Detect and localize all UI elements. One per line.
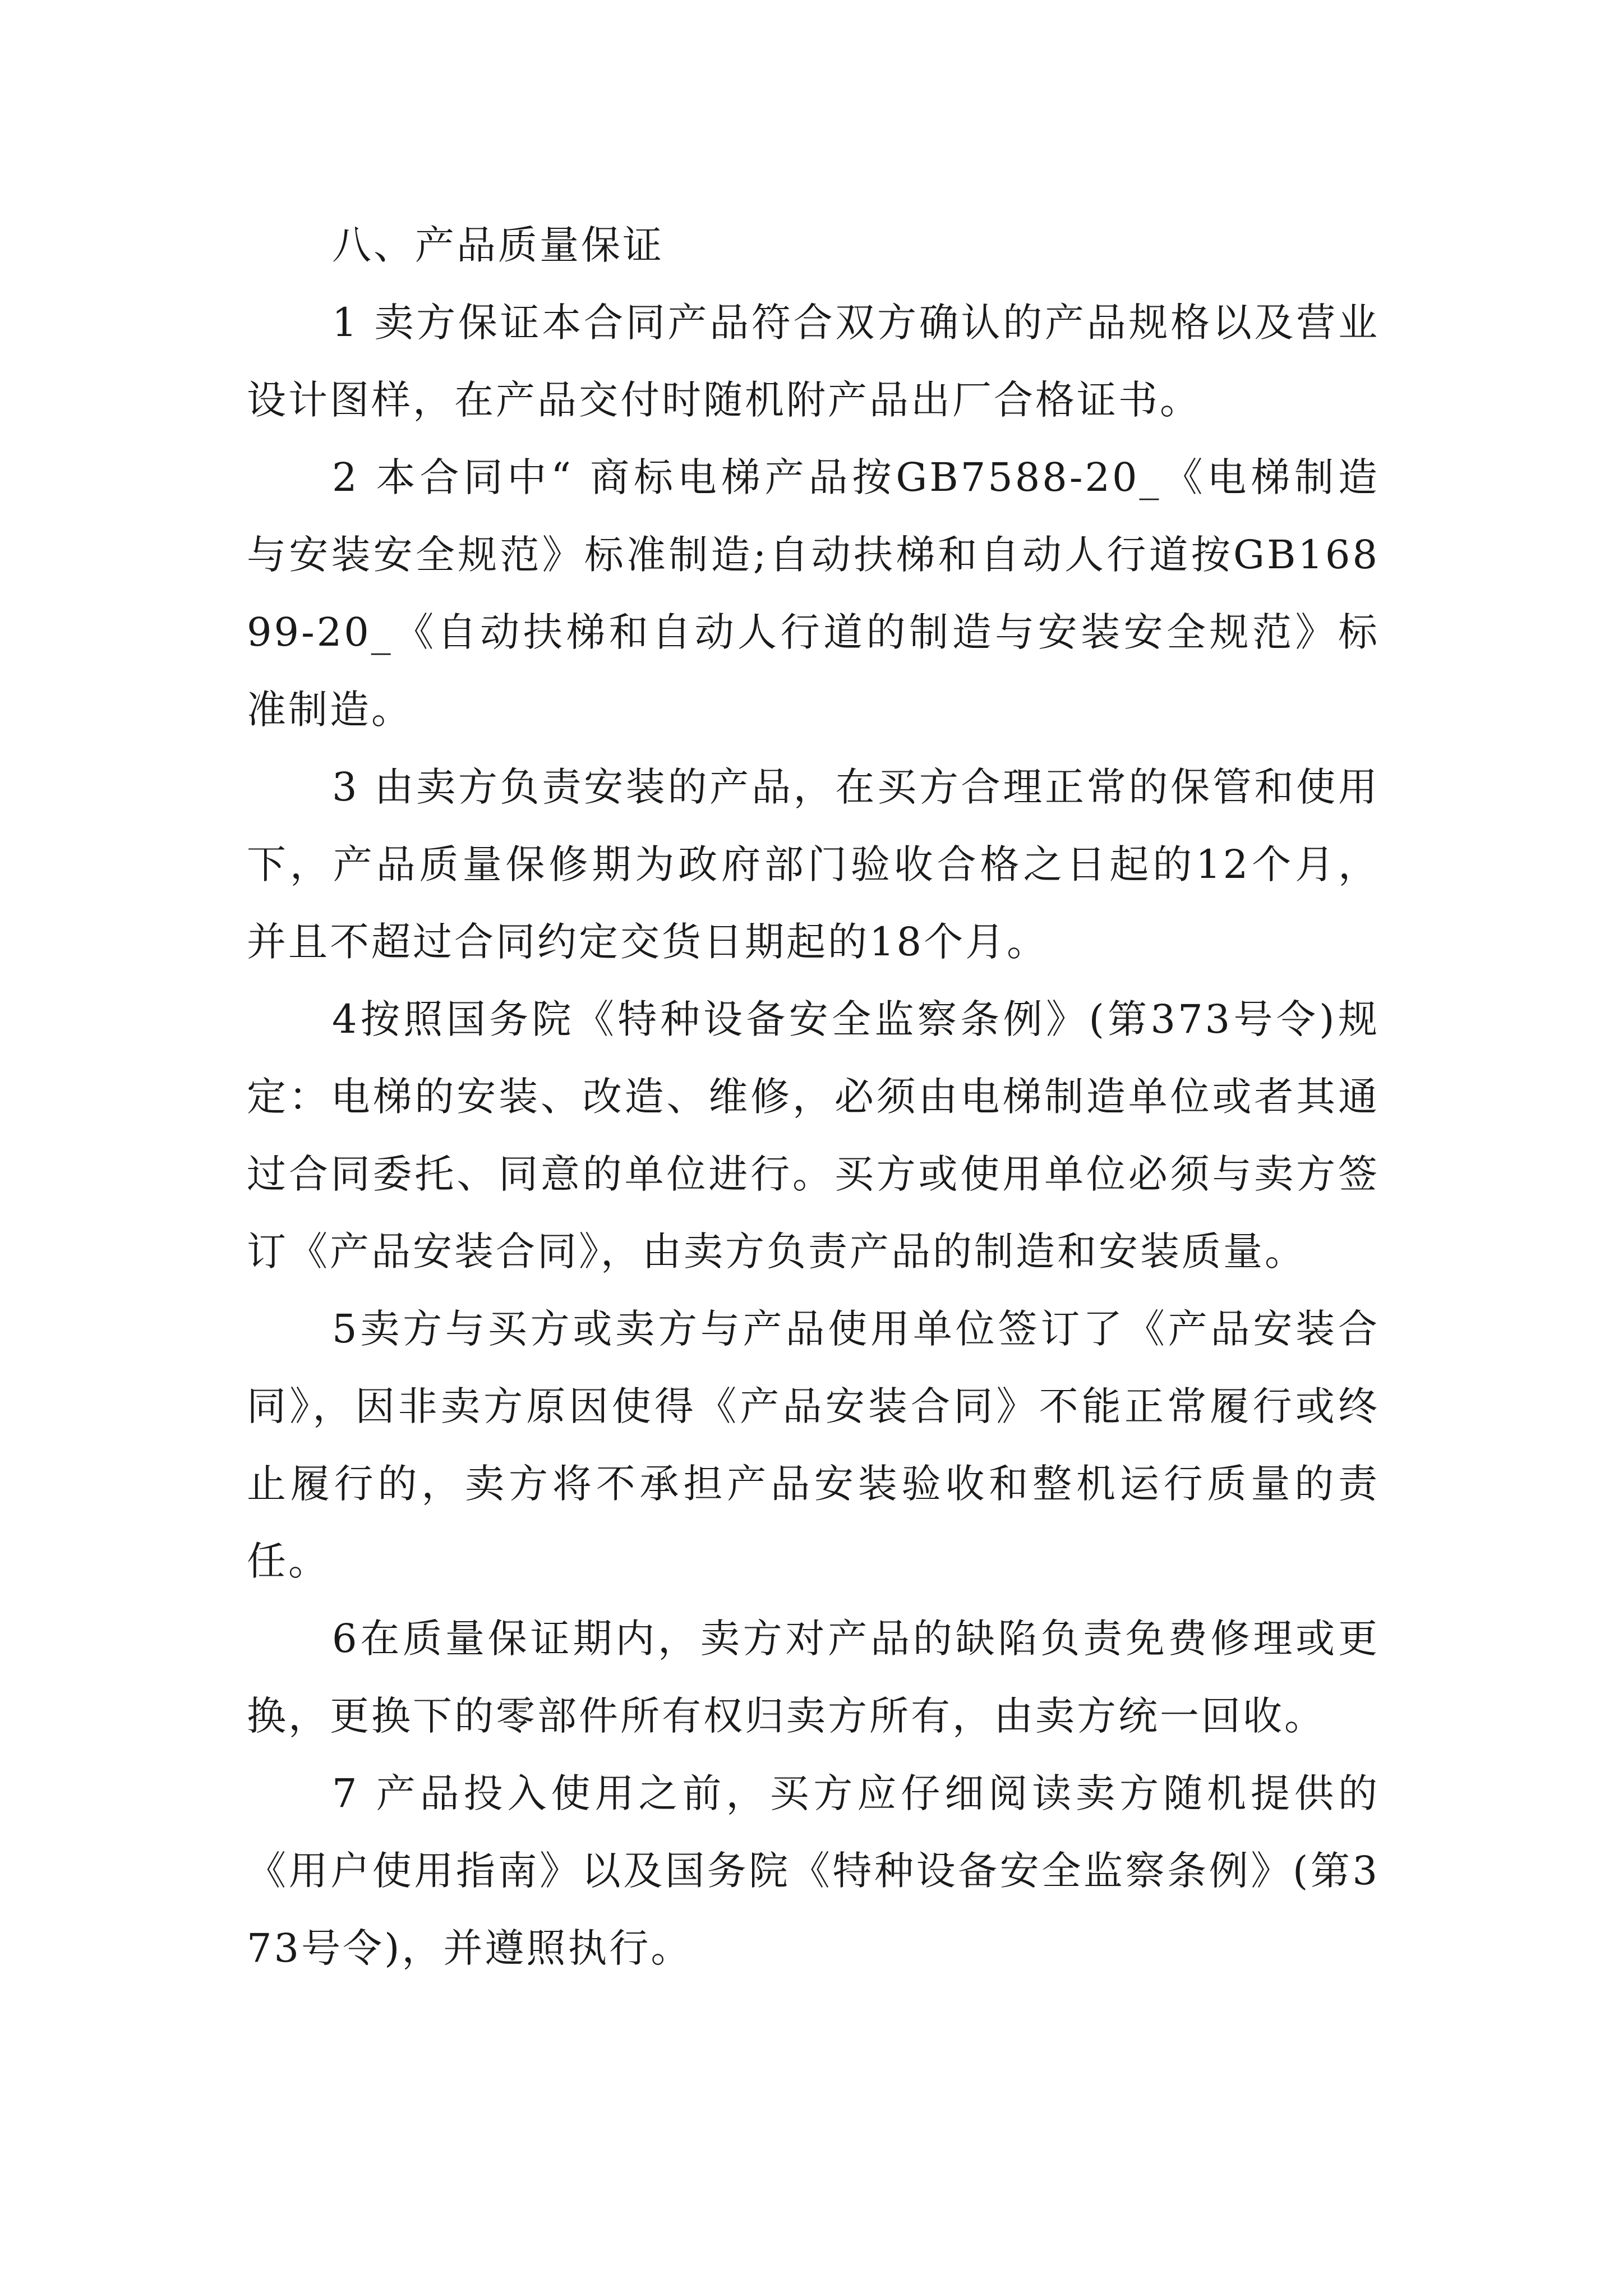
section-heading: 八、产品质量保证 — [332, 222, 664, 268]
paragraph-1: 1 卖方保证本合同产品符合双方确认的产品规格以及营业设计图样，在产品交付时随机附产品出厂合格证书。 — [247, 300, 1380, 423]
paragraph-3: 3 由卖方负责安装的产品，在买方合理正常的保管和使用下，产品质量保修期为政府部门验收合格之日起的12个月，并且不超过合同约定交货日期起的18个月。 — [247, 764, 1380, 965]
paragraph-4: 4按照国务院《特种设备安全监察条例》(第373号令)规定：电梯的安装、改造、维修，必须由电梯制造单位或者其通过合同委托、同意的单位进行。买方或使用单位必须与卖方签订《产品安装合同》，由卖方负责产品的制造和安装质量。 — [247, 996, 1380, 1274]
paragraph-7: 7 产品投入使用之前，买方应仔细阅读卖方随机提供的《用户使用指南》以及国务院《特种设备安全监察条例》(第373号令)，并遵照执行。 — [247, 1770, 1380, 1971]
paragraph-5: 5卖方与买方或卖方与产品使用单位签订了《产品安装合同》，因非卖方原因使得《产品安装合同》不能正常履行或终止履行的，卖方将不承担产品安装验收和整机运行质量的责任。 — [247, 1306, 1380, 1584]
document-body — [247, 206, 1380, 1987]
paragraph-2: 2 本合同中“ 商标电梯产品按GB7588-20_《电梯制造与安装安全规范》标准制造;自动扶梯和自动人行道按GB16899-20_《自动扶梯和自动人行道的制造与安装安全规范》标准制造。 — [247, 454, 1380, 733]
paragraph-6: 6在质量保证期内，卖方对产品的缺陷负责免费修理或更换，更换下的零部件所有权归卖方所有，由卖方统一回收。 — [247, 1616, 1380, 1739]
